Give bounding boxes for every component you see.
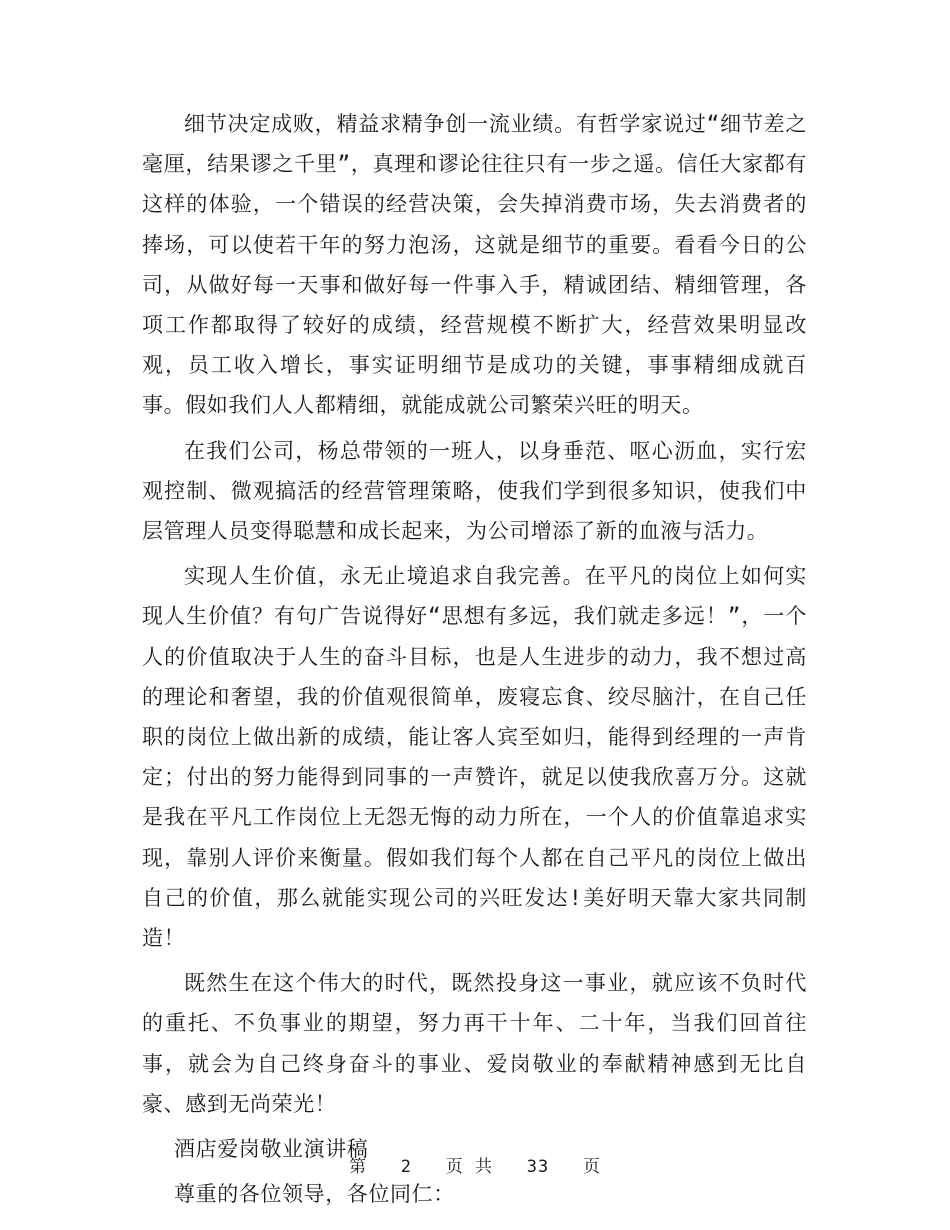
paragraph-4: 既然生在这个伟大的时代，既然投身这一事业，就应该不负时代的重托、不负事业的期望，努力再干十年、二十年，当我们回首往事，就会为自己终身奋斗的事业、爱岗敬业的奉献精神感到无比自豪、感到无尚荣光！ [142,971,807,1116]
salutation: 尊重的各位领导，各位同仁： [174,1182,455,1207]
body-text [142,104,807,1214]
paragraph-2: 在我们公司，杨总带领的一班人，以身垂范、呕心沥血，实行宏观控制、微观搞活的经营管理策略，使我们学到很多知识，使我们中层管理人员变得聪慧和成长起来，为公司增添了新的血液与活力。 [142,438,807,544]
footer-total-pages: 33 [526,1157,550,1177]
paragraph-1: 细节决定成败，精益求精争创一流业绩。有哲学家说过“细节差之毫厘，结果谬之千里”，真理和谬论往往只有一步之遥。信任大家都有这样的体验，一个错误的经营决策，会失掉消费市场，失去消费者的捧场，可以使若干年的努力泡汤，这就是细节的重要。看看今日的公司，从做好每一天事和做好每一件事入手，精诚团结、精细管理，各项工作都取得了较好的成绩，经营规模不断扩大，经营效果明显改观，员工收入增长，事实证明细节是成功的关键，事事精细成就百事。假如我们人人都精细，就能成就公司繁荣兴旺的明天。 [142,112,807,418]
footer-prefix: 第 [349,1157,367,1177]
page-footer [0,1155,950,1179]
speech-title: 酒店爱岗敬业演讲稿 [174,1137,369,1162]
paragraph-3: 实现人生价值，永无止境追求自我完善。在平凡的岗位上如何实现人生价值？有句广告说得好“思想有多远，我们就走多远！”，一个人的价值取决于人生的奋斗目标，也是人生进步的动力，我不想过高的理论和奢望，我的价值观很简单，废寝忘食、绞尽脑汁，在自己任职的岗位上做出新的成绩，能让客人宾至如归，能得到经理的一声肯定；付出的努力能得到同事的一声赞许，就足以使我欣喜万分。这就是我在平凡工作岗位上无怨无悔的动力所在，一个人的价值靠追求实现，靠别人评价来衡量。假如我们每个人都在自己平凡的岗位上做出自己的价值，那么就能实现公司的兴旺发达!美好明天靠大家共同制造！ [142,564,807,951]
footer-middle: 页 共 [445,1157,493,1177]
footer-page-number: 2 [400,1157,412,1177]
footer-suffix: 页 [582,1157,601,1177]
